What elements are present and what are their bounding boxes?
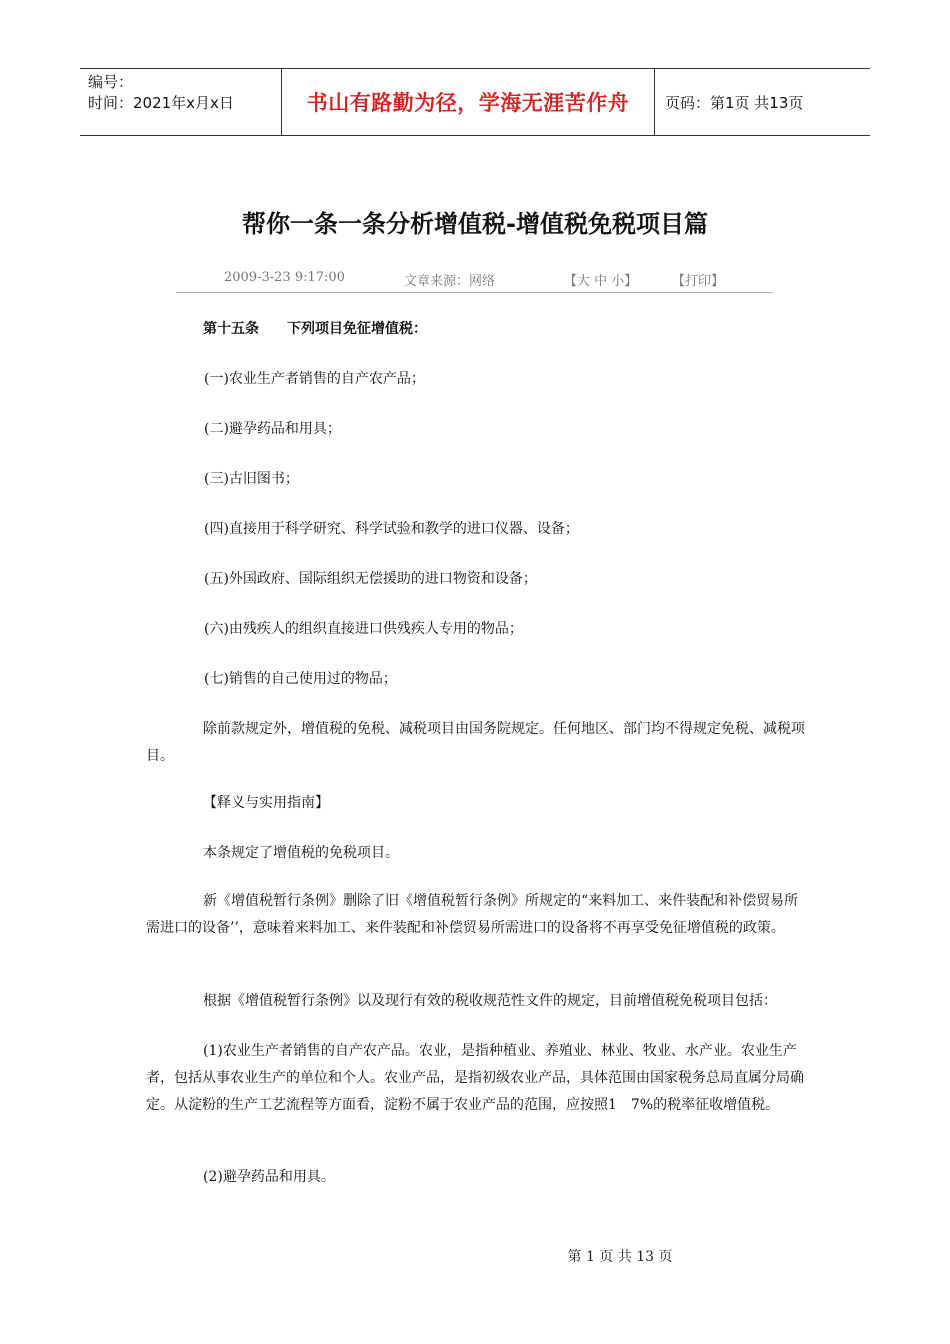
document-time-label: 时间：2021年x月x日: [88, 94, 234, 112]
page-title: 帮你一条一条分析增值税-增值税免税项目篇: [242, 210, 708, 238]
article-paragraph: (七)销售的自己使用过的物品；: [204, 671, 397, 687]
article-paragraph: (五)外国政府、国际组织无偿援助的进口物资和设备；: [204, 571, 537, 587]
article-paragraph: (三)古旧图书；: [204, 471, 299, 487]
font-size-links[interactable]: 【大 中 小】: [564, 274, 638, 289]
article-paragraph: 新《增值税暂行条例》删除了旧《增值税暂行条例》所规定的“来料加工、来件装配和补偿贸易所需进口的设备’’，意味着来料加工、来件装配和补偿贸易所需进口的设备将不再享受免征增值税的政策。: [146, 893, 799, 936]
header-page-cell: [655, 69, 870, 135]
print-link[interactable]: 【打印】: [672, 274, 725, 289]
article-paragraph: (二)避孕药品和用具；: [204, 421, 341, 437]
article-paragraph: (四)直接用于科学研究、科学试验和教学的进口仪器、设备；: [204, 521, 579, 537]
document-number-label: 编号：: [88, 73, 134, 91]
header-motto-cell: [282, 69, 655, 135]
article-paragraph: (1)农业生产者销售的自产农产品。农业，是指种植业、养殖业、林业、牧业、水产业。农业生产者，包括从事农业生产的单位和个人。农业产品，是指初级农业产品，具体范围由国家税务总局直属分局确定。从淀粉的生产工艺流程等方面看，淀粉不属于农业产品的范围，应按照1 7%的税率征收增值税。: [146, 1043, 804, 1113]
article-source: 文章来源：网络: [404, 274, 496, 289]
article-paragraph: (2)避孕药品和用具。: [203, 1169, 335, 1185]
article-paragraph: 【释义与实用指南】: [203, 795, 329, 811]
article-paragraph: 除前款规定外，增值税的免税、减税项目由国务院规定。任何地区、部门均不得规定免税、减税项目。: [146, 721, 805, 764]
article-paragraph: (一)农业生产者销售的自产农产品；: [204, 371, 425, 387]
header-info-cell: [80, 69, 282, 135]
article-paragraph: 第十五条 下列项目免征增值税：: [203, 321, 427, 337]
motto-text: 书山有路勤为径，学海无涯苦作舟: [306, 91, 630, 115]
article-meta-bar: [176, 270, 773, 293]
article-paragraph: 根据《增值税暂行条例》以及现行有效的税收规范性文件的规定，目前增值税免税项目包括：: [203, 993, 777, 1009]
header-table: [80, 68, 870, 136]
page-info-text: 页码：第1页 共13页: [665, 93, 804, 112]
page-footer: 第 1 页 共 13 页: [567, 1249, 673, 1265]
article-paragraph: 本条规定了增值税的免税项目。: [203, 845, 399, 861]
article-paragraph: (六)由残疾人的组织直接进口供残疾人专用的物品；: [204, 621, 523, 637]
article-date: 2009-3-23 9:17:00: [224, 270, 345, 285]
